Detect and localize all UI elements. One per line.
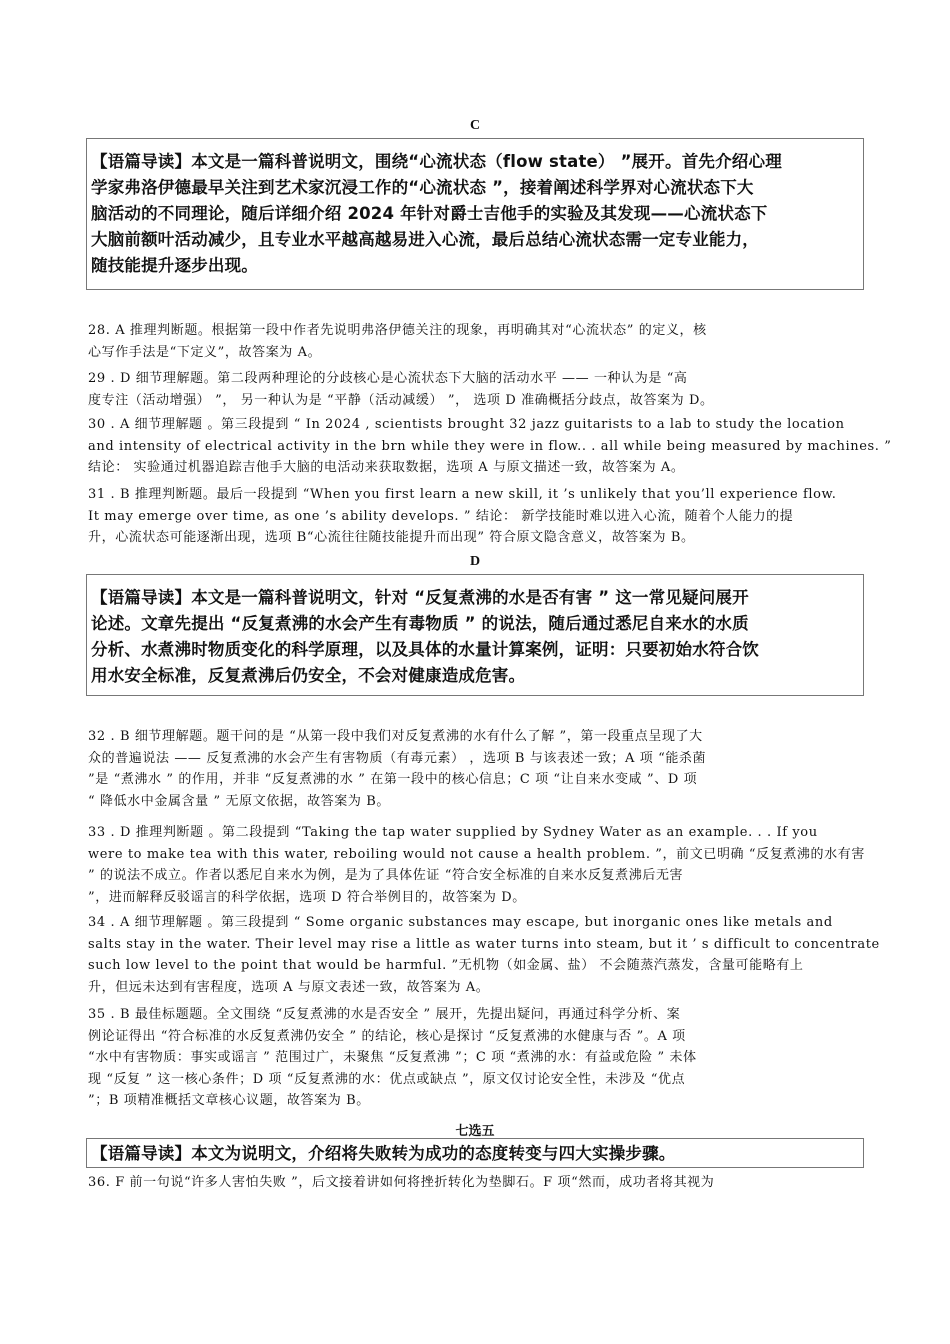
answer-line: 36. F 前一句说“许多人害怕失败 ”，后文接着讲如何将挫折转化为垫脚石。F 项“然而，成功者将其视为 [88,1175,715,1190]
answer-line: such low level to the point that would be harmful. ”无机物（如金属、盐） 不会随蒸汽蒸发，含量可能略有上 [88,958,804,973]
answer-line: 35 . B 最佳标题题。全文围绕 “反复煮沸的水是否安全 ” 展开，先提出疑问，再通过科学分析、案 [88,1007,681,1022]
answer-line: 30 . A 细节理解题 。第三段提到 “ In 2024 , scientists brought 32 jazz guitarists to a lab to study the location [88,417,845,432]
answer-line: It may emerge over time, as one ’s ability develops. ” 结论： 新学技能时难以进入心流，随着个人能力的提 [88,508,794,524]
answer-line: 升，但远未达到有害程度，选项 A 与原文表述一致，故答案为 A。 [88,979,490,995]
answer-33 [88,822,888,908]
guide-line: 脑活动的不同理论，随后详细介绍 2024 年针对爵士吉他手的实验及其发现——心流状态下 [91,204,768,223]
guide-line: 【语篇导读】本文是一篇科普说明文，针对 “反复煮沸的水是否有害 ” 这一常见疑问展开 [91,588,749,607]
answer-line: 例论证得出 “符合标准的水反复煮沸仍安全 ” 的结论，核心是探讨 “反复煮沸的水健康与否 ”。A 项 [88,1028,686,1044]
section-d-guide-box [86,574,864,696]
guide-line: 随技能提升逐步出现。 [91,256,258,275]
answer-36 [88,1172,888,1194]
guide-line: 大脑前额叶活动减少，且专业水平越高越易进入心流，最后总结心流状态需一定专业能力， [91,230,759,249]
guide-line: 论述。文章先提出 “反复煮沸的水会产生有毒物质 ” 的说法，随后通过悉尼自来水的水质 [91,614,749,633]
answer-35 [88,1004,888,1112]
answer-line: 众的普遍说法 —— 反复煮沸的水会产生有害物质（有毒元素） ，选项 B 与该表述一致；A 项 “能杀菌 [88,750,707,766]
answer-line: “水中有害物质：事实或谣言 ” 范围过广，未聚焦 “反复煮沸 ”；C 项 “煮沸的水：有益或危险 ” 未体 [88,1050,697,1065]
answer-line: were to make tea with this water, reboiling would not cause a health problem. ”，前文已明确 “反复煮沸的水有害 [88,846,865,862]
answer-34 [88,912,888,998]
section-c-guide-box [86,138,864,290]
guide-line: 分析、水煮沸时物质变化的科学原理，以及具体的水量计算案例，证明：只要初始水符合饮 [91,640,759,659]
answer-line: 31 . B 推理判断题。最后一段提到 “When you first learn a new skill, it ’s unlikely that you’ll experience flow. [88,487,837,502]
answer-line: 32 . B 细节理解题。题干问的是 “从第一段中我们对反复煮沸的水有什么了解 ”，第一段重点呈现了大 [88,729,703,744]
answer-28 [88,320,888,363]
answer-line: ”，进而解释反驳谣言的科学依据，选项 D 符合举例目的，故答案为 D。 [88,889,526,905]
answer-29 [88,368,888,411]
answer-line: and intensity of electrical activity in the brn while they were in flow.. . all while being measured by machines. ” [88,438,892,454]
guide-line: 用水安全标准，反复煮沸后仍安全，不会对健康造成危害。 [91,666,526,685]
answer-line: ”是 “煮沸水 ” 的作用，并非 “反复煮沸的水 ” 在第一段中的核心信息；C 项 “让自来水变咸 ”、D 项 [88,772,698,787]
answer-30 [88,414,892,479]
guide-line: 【语篇导读】本文为说明文，介绍将失败转为成功的态度转变与四大实操步骤。 [91,1144,676,1163]
answer-line: 29 . D 细节理解题。第二段两种理论的分歧核心是心流状态下大脑的活动水平 —— 一种认为是 “高 [88,371,688,386]
answer-line: 度专注（活动增强） ”， 另一种认为是 “平静（活动减缓） ”， 选项 D 准确概括分歧点，故答案为 D。 [88,392,714,408]
section-c-title: C [469,118,481,133]
answer-line: salts stay in the water. Their level may rise a little as water turns into steam, but it ’ s difficult to concentrate [88,936,880,952]
answer-line: 28. A 推理判断题。根据第一段中作者先说明弗洛伊德关注的现象，再明确其对“心流状态” 的定义，核 [88,323,707,338]
answer-line: 33 . D 推理判断题 。第二段提到 “Taking the tap water supplied by Sydney Water as an example. . . If you [88,825,818,840]
answer-line: 现 “反复 ” 这一核心条件；D 项 “反复煮沸的水：优点或缺点 ”，原文仅讨论安全性，未涉及 “优点 [88,1071,686,1087]
answer-line: 结论： 实验通过机器追踪吉他手大脑的电活动来获取数据，选项 A 与原文描述一致，故答案为 A。 [88,460,685,475]
answer-line: ” 的说法不成立。作者以悉尼自来水为例，是为了具体佐证 “符合安全标准的自来水反复煮沸后无害 [88,868,684,883]
section-seven-title: 七选五 [455,1124,495,1139]
answer-line: 34 . A 细节理解题 。第三段提到 “ Some organic substances may escape, but inorganic ones like metals and [88,915,833,930]
section-seven-guide-box [86,1138,864,1168]
answer-line: 心写作手法是“下定义”，故答案为 A。 [88,344,322,360]
answer-line: “ 降低水中金属含量 ” 无原文依据，故答案为 B。 [88,793,390,809]
answer-32 [88,726,888,812]
answer-31 [88,484,888,549]
guide-line: 学家弗洛伊德最早关注到艺术家沉浸工作的“心流状态 ”，接着阐述科学界对心流状态下大 [91,178,754,197]
guide-line: 【语篇导读】本文是一篇科普说明文，围绕“心流状态（flow state） ”展开。首先介绍心理 [91,152,782,171]
answer-line: 升，心流状态可能逐渐出现，选项 B“心流往往随技能提升而出现” 符合原文隐含意义，故答案为 B。 [88,530,695,545]
answer-line: ”；B 项精准概括文章核心议题，故答案为 B。 [88,1093,370,1108]
section-d-title: D [469,554,481,569]
